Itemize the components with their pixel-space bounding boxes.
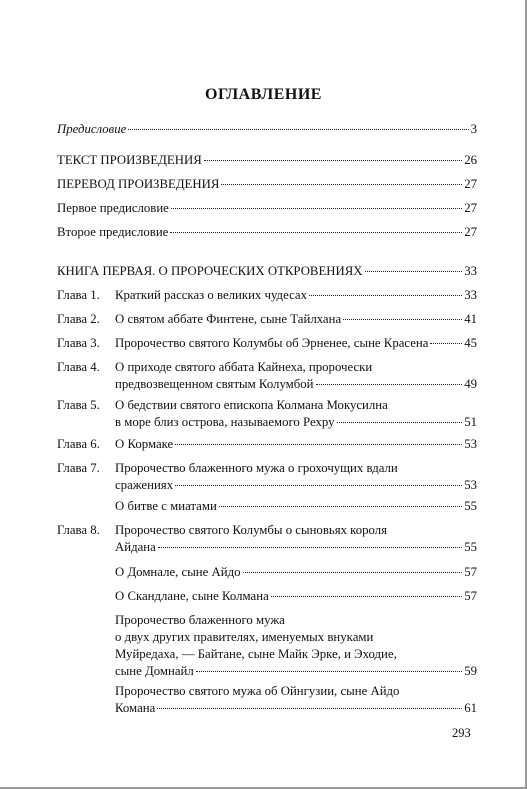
toc-entry-title: сыне Домнайл — [115, 664, 194, 678]
toc-page-number: 55 — [464, 540, 477, 554]
toc-line — [115, 612, 477, 629]
toc-entry-title: о двух других правителях, именуемых внуками — [115, 630, 374, 644]
toc-entry-title: О святом аббате Финтене, сыне Тайлхана — [115, 312, 342, 326]
toc-entry-title: О Домнале, сыне Айдо — [115, 565, 241, 579]
toc-page-number: 51 — [464, 415, 477, 429]
toc-entry-body — [115, 311, 477, 328]
toc-line — [57, 121, 477, 138]
toc-entry-body — [57, 176, 477, 193]
toc-dot-leader — [157, 708, 462, 709]
toc-line — [57, 152, 477, 169]
toc-page-number: 26 — [464, 153, 477, 167]
toc-entry-body — [115, 460, 477, 494]
toc-line — [115, 397, 477, 414]
toc-line — [115, 436, 477, 453]
toc-entry-title: предвозвещенном святым Колумбой — [115, 377, 314, 391]
toc-dot-leader — [430, 343, 462, 344]
toc-entry-body — [115, 397, 477, 431]
toc-entry-body — [57, 200, 477, 217]
toc-entry-title: ПЕРЕВОД ПРОИЗВЕДЕНИЯ — [57, 177, 220, 191]
toc-entry-body — [115, 287, 477, 304]
toc-entry-body — [115, 498, 477, 515]
toc-dot-leader — [204, 160, 462, 161]
toc-dot-leader — [271, 596, 462, 597]
toc-entry-title: Предисловие — [57, 122, 127, 136]
toc-line — [115, 683, 477, 700]
toc-dot-leader — [243, 572, 463, 573]
toc-entry-title: Пророчество святого мужа об Ойнгузии, сыне Айдо — [115, 684, 400, 698]
toc-line — [57, 263, 477, 280]
toc-dot-leader — [175, 444, 462, 445]
toc-dot-leader — [196, 671, 462, 672]
toc-entry-title: Пророчество святого Колумбы об Эрненее, сыне Красена — [115, 336, 429, 350]
toc-chapter-label: Глава 6. — [57, 437, 100, 451]
toc-entry-body — [115, 588, 477, 605]
toc-entry-title: КНИГА ПЕРВАЯ. О ПРОРОЧЕСКИХ ОТКРОВЕНИЯХ — [57, 264, 363, 278]
toc-line — [115, 700, 477, 717]
toc-page-number: 59 — [464, 664, 477, 678]
toc-entry-title: О приходе святого аббата Кайнеха, пророчески — [115, 360, 373, 374]
toc-entry-title: Первое предисловие — [57, 201, 169, 215]
toc-entry-body — [57, 152, 477, 169]
toc-page-number: 27 — [464, 177, 477, 191]
toc-entry-title: Пророчество блаженного мужа о грохочущих вдали — [115, 461, 398, 475]
toc-page-number: 27 — [464, 201, 477, 215]
toc-page-number: 33 — [464, 264, 477, 278]
toc-dot-leader — [309, 295, 462, 296]
toc-entry-title: в море близ острова, называемого Рехру — [115, 415, 335, 429]
toc-page-number: 3 — [470, 122, 477, 136]
toc-entry-title: О Кормаке — [115, 437, 174, 451]
toc-entry-title: О битве с миатами — [115, 499, 217, 513]
toc-entry-title: Комана — [115, 701, 156, 715]
toc-line — [57, 224, 477, 241]
toc-entry-body — [115, 335, 477, 352]
toc-line — [115, 539, 477, 556]
toc-line — [115, 564, 477, 581]
toc-chapter-label: Глава 4. — [57, 360, 100, 374]
toc-entry-title: Пророчество святого Колумбы о сыновьях короля — [115, 523, 388, 537]
toc-dot-leader — [365, 271, 463, 272]
toc-page-number: 57 — [464, 589, 477, 603]
toc-line — [57, 200, 477, 217]
toc-entry-title: Муйредаха, — Байтане, сыне Майк Эрке, и Эходие, — [115, 647, 397, 661]
toc-line — [115, 629, 477, 646]
toc-chapter-label: Глава 8. — [57, 523, 100, 537]
toc-entry-title: Айдана — [115, 540, 156, 554]
toc-entry-body — [115, 683, 477, 717]
toc-chapter-label: Глава 3. — [57, 336, 100, 350]
toc-page-number: 41 — [464, 312, 477, 326]
toc-line — [57, 176, 477, 193]
toc-dot-leader — [337, 422, 463, 423]
toc-page-number: 55 — [464, 499, 477, 513]
toc-dot-leader — [171, 208, 462, 209]
toc-dot-leader — [128, 129, 468, 130]
toc-line — [115, 477, 477, 494]
toc-entry-body — [115, 522, 477, 556]
page-title: ОГЛАВЛЕНИЕ — [205, 86, 322, 103]
toc-line — [115, 646, 477, 663]
toc-entry-title: сражениях — [115, 478, 174, 492]
toc-entry-title: Второе предисловие — [57, 225, 169, 239]
toc-entry-title: О бедствии святого епископа Колмана Мокусилна — [115, 398, 388, 412]
toc-entry-title: Краткий рассказ о великих чудесах — [115, 288, 307, 302]
toc-entry-title: Пророчество блаженного мужа — [115, 613, 285, 627]
toc-line — [115, 414, 477, 431]
toc-entry-body — [57, 121, 477, 138]
toc-line — [115, 588, 477, 605]
toc-chapter-label: Глава 7. — [57, 461, 100, 475]
toc-dot-leader — [343, 319, 462, 320]
toc-page-number: 61 — [464, 701, 477, 715]
toc-dot-leader — [316, 384, 463, 385]
toc-page-number: 27 — [464, 225, 477, 239]
toc-entry-body — [115, 612, 477, 680]
toc-page-number: 53 — [464, 478, 477, 492]
toc-page-number: 33 — [464, 288, 477, 302]
toc-line — [115, 522, 477, 539]
toc-line — [115, 311, 477, 328]
toc-dot-leader — [221, 184, 462, 185]
toc-entry-body — [115, 436, 477, 453]
toc-dot-leader — [175, 485, 462, 486]
page-number: 293 — [452, 726, 471, 740]
toc-chapter-label: Глава 1. — [57, 288, 100, 302]
toc-entry-body — [115, 564, 477, 581]
toc-line — [115, 663, 477, 680]
toc-chapter-label: Глава 5. — [57, 398, 100, 412]
toc-dot-leader — [170, 232, 462, 233]
toc-line — [115, 359, 477, 376]
toc-page-number: 53 — [464, 437, 477, 451]
toc-line — [115, 498, 477, 515]
toc-dot-leader — [158, 547, 462, 548]
toc-entry-body — [115, 359, 477, 393]
toc-entry-body — [57, 224, 477, 241]
toc-page-number: 49 — [464, 377, 477, 391]
toc-entry-title: О Скандлане, сыне Колмана — [115, 589, 269, 603]
toc-line — [115, 287, 477, 304]
toc-chapter-label: Глава 2. — [57, 312, 100, 326]
toc-line — [115, 376, 477, 393]
toc-page-number: 57 — [464, 565, 477, 579]
toc-line — [115, 335, 477, 352]
toc-entry-body — [57, 263, 477, 280]
toc-entry-title: ТЕКСТ ПРОИЗВЕДЕНИЯ — [57, 153, 202, 167]
toc-dot-leader — [219, 506, 462, 507]
toc-page-number: 45 — [464, 336, 477, 350]
toc-line — [115, 460, 477, 477]
